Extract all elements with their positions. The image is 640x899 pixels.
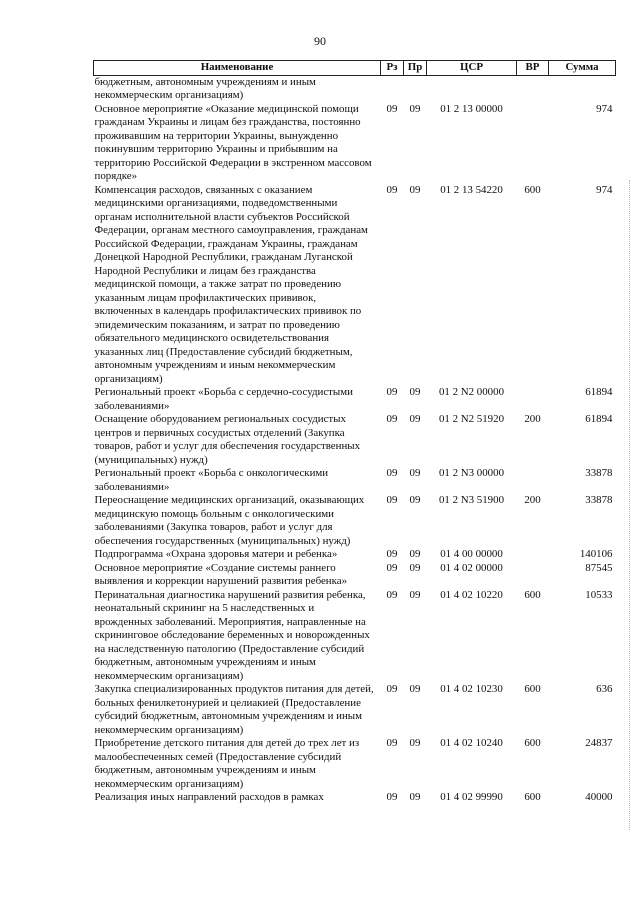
row-rz: 09 (386, 548, 398, 560)
row-csr: 01 2 13 00000 (440, 102, 503, 115)
row-csr: 01 4 02 00000 (440, 561, 503, 574)
header-csr: ЦСР (427, 61, 517, 76)
row-rz: 09 (386, 588, 398, 601)
row-vr (517, 386, 549, 413)
row-rz: 09 (386, 683, 398, 695)
row-csr: 01 4 00 00000 (440, 548, 503, 560)
header-vr: ВР (517, 61, 549, 76)
row-name: Реализация иных направлений расходов в рамках (94, 791, 324, 803)
table-row (94, 683, 616, 737)
table-row (94, 413, 616, 467)
row-sum: 87545 (585, 561, 613, 574)
row-rz: 09 (386, 494, 398, 506)
row-vr: 600 (524, 183, 541, 196)
row-name: Приобретение детского питания для детей до трех лет из малообеспеченных семей (Предоставление субсидий бюджетным, автономным учреждениям и иным некоммерческим организациям) (94, 737, 360, 790)
row-vr: 600 (524, 683, 541, 695)
table-row (94, 737, 616, 791)
row-name: Закупка специализированных продуктов питания для детей, больных фенилкетонурией и целиакией (Предоставление субсидий бюджетным, автономным учреждениям и иным некоммерческим организациям) (94, 683, 374, 736)
row-name: бюджетным, автономным учреждениям и иным некоммерческим организациям) (94, 75, 316, 101)
row-rz: 09 (386, 561, 398, 574)
row-sum: 24837 (585, 737, 613, 749)
row-sum: 40000 (585, 791, 613, 803)
row-vr: 600 (524, 791, 541, 803)
table-header-row (94, 61, 616, 76)
row-rz: 09 (386, 467, 398, 479)
header-pr: Пр (404, 61, 427, 76)
row-vr (517, 467, 549, 494)
row-name: Подпрограмма «Охрана здоровья матери и ребенка» (94, 548, 338, 560)
budget-table (93, 60, 616, 805)
row-pr: 09 (409, 737, 421, 749)
row-pr: 09 (409, 386, 421, 398)
row-name: Оснащение оборудованием региональных сосудистых центров и первичных сосудистых отделений (Закупка товаров, работ и услуг для обеспечения государственных (муниципальных) нужд) (94, 413, 361, 466)
row-vr: 600 (524, 737, 541, 749)
row-sum: 33878 (585, 467, 613, 479)
row-name: Основное мероприятие «Создание системы раннего выявления и коррекции нарушений развития ребенка» (94, 561, 348, 587)
row-sum: 61894 (585, 413, 613, 425)
scan-margin-artifact (629, 180, 632, 830)
row-rz: 09 (386, 413, 398, 425)
row-pr: 09 (409, 102, 421, 115)
header-name: Наименование (94, 61, 381, 76)
table-row (94, 75, 616, 103)
row-name: Региональный проект «Борьба с сердечно-сосудистыми заболеваниями» (94, 386, 353, 412)
row-sum: 33878 (585, 494, 613, 506)
row-pr: 09 (409, 561, 421, 574)
row-sum: 10533 (585, 588, 613, 601)
row-rz: 09 (386, 386, 398, 398)
row-pr: 09 (409, 791, 421, 803)
row-name: Основное мероприятие «Оказание медицинской помощи гражданам Украины и лицам без гражданства, постоянно проживавшим на территории Украины, вынужденно покинувшим территорию Украины и прибывшим на территорию Российской Федерации в экстренном массовом порядке» (94, 102, 372, 182)
row-sum: 974 (596, 102, 613, 115)
row-csr: 01 4 02 99990 (440, 791, 503, 803)
row-rz: 09 (386, 183, 398, 196)
row-sum: 974 (596, 183, 613, 196)
row-vr: 200 (524, 494, 541, 506)
row-csr: 01 2 N3 00000 (438, 467, 505, 479)
row-name: Переоснащение медицинских организаций, оказывающих медицинскую помощь больным с онкологическими заболеваниями (Закупка товаров, работ и услуг для обеспечения государственных (муниципальных) нужд) (94, 494, 365, 547)
row-pr: 09 (409, 467, 421, 479)
row-csr: 01 2 N2 00000 (438, 386, 505, 398)
table-row (94, 184, 616, 387)
row-pr: 09 (409, 494, 421, 506)
row-vr (517, 548, 549, 562)
row-name: Региональный проект «Борьба с онкологическими заболеваниями» (94, 467, 329, 493)
row-csr: 01 4 02 10240 (440, 737, 503, 749)
row-pr: 09 (409, 183, 421, 196)
row-pr: 09 (409, 548, 421, 560)
row-vr (517, 562, 549, 589)
row-pr: 09 (409, 683, 421, 695)
row-rz: 09 (386, 791, 398, 803)
row-csr: 01 2 N2 51920 (438, 413, 505, 425)
row-pr (404, 75, 427, 103)
page-number: 90 (314, 34, 326, 48)
row-pr: 09 (409, 588, 421, 601)
header-sum: Сумма (549, 61, 616, 76)
row-name: Перинатальная диагностика нарушений развития ребенка, неонатальный скрининг на 5 наследственных и врожденных заболеваний. Мероприятия, направленные на скрининговое обследование беременных и новорожденных на наследственную патологию (Предоставление субсидий бюджетным, автономным учреждениям и иным некоммерческим организациям) (94, 588, 370, 682)
row-csr: 01 2 13 54220 (440, 183, 503, 196)
table-row (94, 103, 616, 184)
table-row (94, 548, 616, 562)
table-row (94, 562, 616, 589)
row-rz: 09 (386, 737, 398, 749)
table-row (94, 494, 616, 548)
header-rz: Рз (381, 61, 404, 76)
row-sum: 140106 (579, 548, 613, 560)
row-csr: 01 2 N3 51900 (438, 494, 505, 506)
table-row (94, 589, 616, 684)
row-vr: 600 (524, 588, 541, 601)
table-row (94, 791, 616, 805)
row-rz (381, 75, 404, 103)
row-vr (517, 103, 549, 184)
row-sum: 636 (596, 683, 613, 695)
row-pr: 09 (409, 413, 421, 425)
row-vr: 200 (524, 413, 541, 425)
row-csr (427, 75, 517, 103)
row-rz: 09 (386, 102, 398, 115)
row-csr: 01 4 02 10220 (440, 588, 503, 601)
row-sum (549, 75, 616, 103)
table-row (94, 386, 616, 413)
row-vr (517, 75, 549, 103)
table-row (94, 467, 616, 494)
row-csr: 01 4 02 10230 (440, 683, 503, 695)
row-sum: 61894 (585, 386, 613, 398)
row-name: Компенсация расходов, связанных с оказанием медицинскими организациями, подведомственными органам исполнительной власти субъектов Российской Федерации, органам местного самоуправления, гражданам Российской Федерации, гражданам Украины, гражданам Донецкой Народной Республики, гражданам Луганской Народной Республики и лицам без гражданства медицинской помощи, а также затрат по проведению указанным лицам профилактических прививок, включенных в календарь профилактических прививок по эпидемическим показаниям, и затрат по проведению обязательного медицинского освидетельствования указанных лиц (Предоставление субсидий бюджетным, автономным учреждениям и иным некоммерческим организациям) (94, 183, 368, 385)
